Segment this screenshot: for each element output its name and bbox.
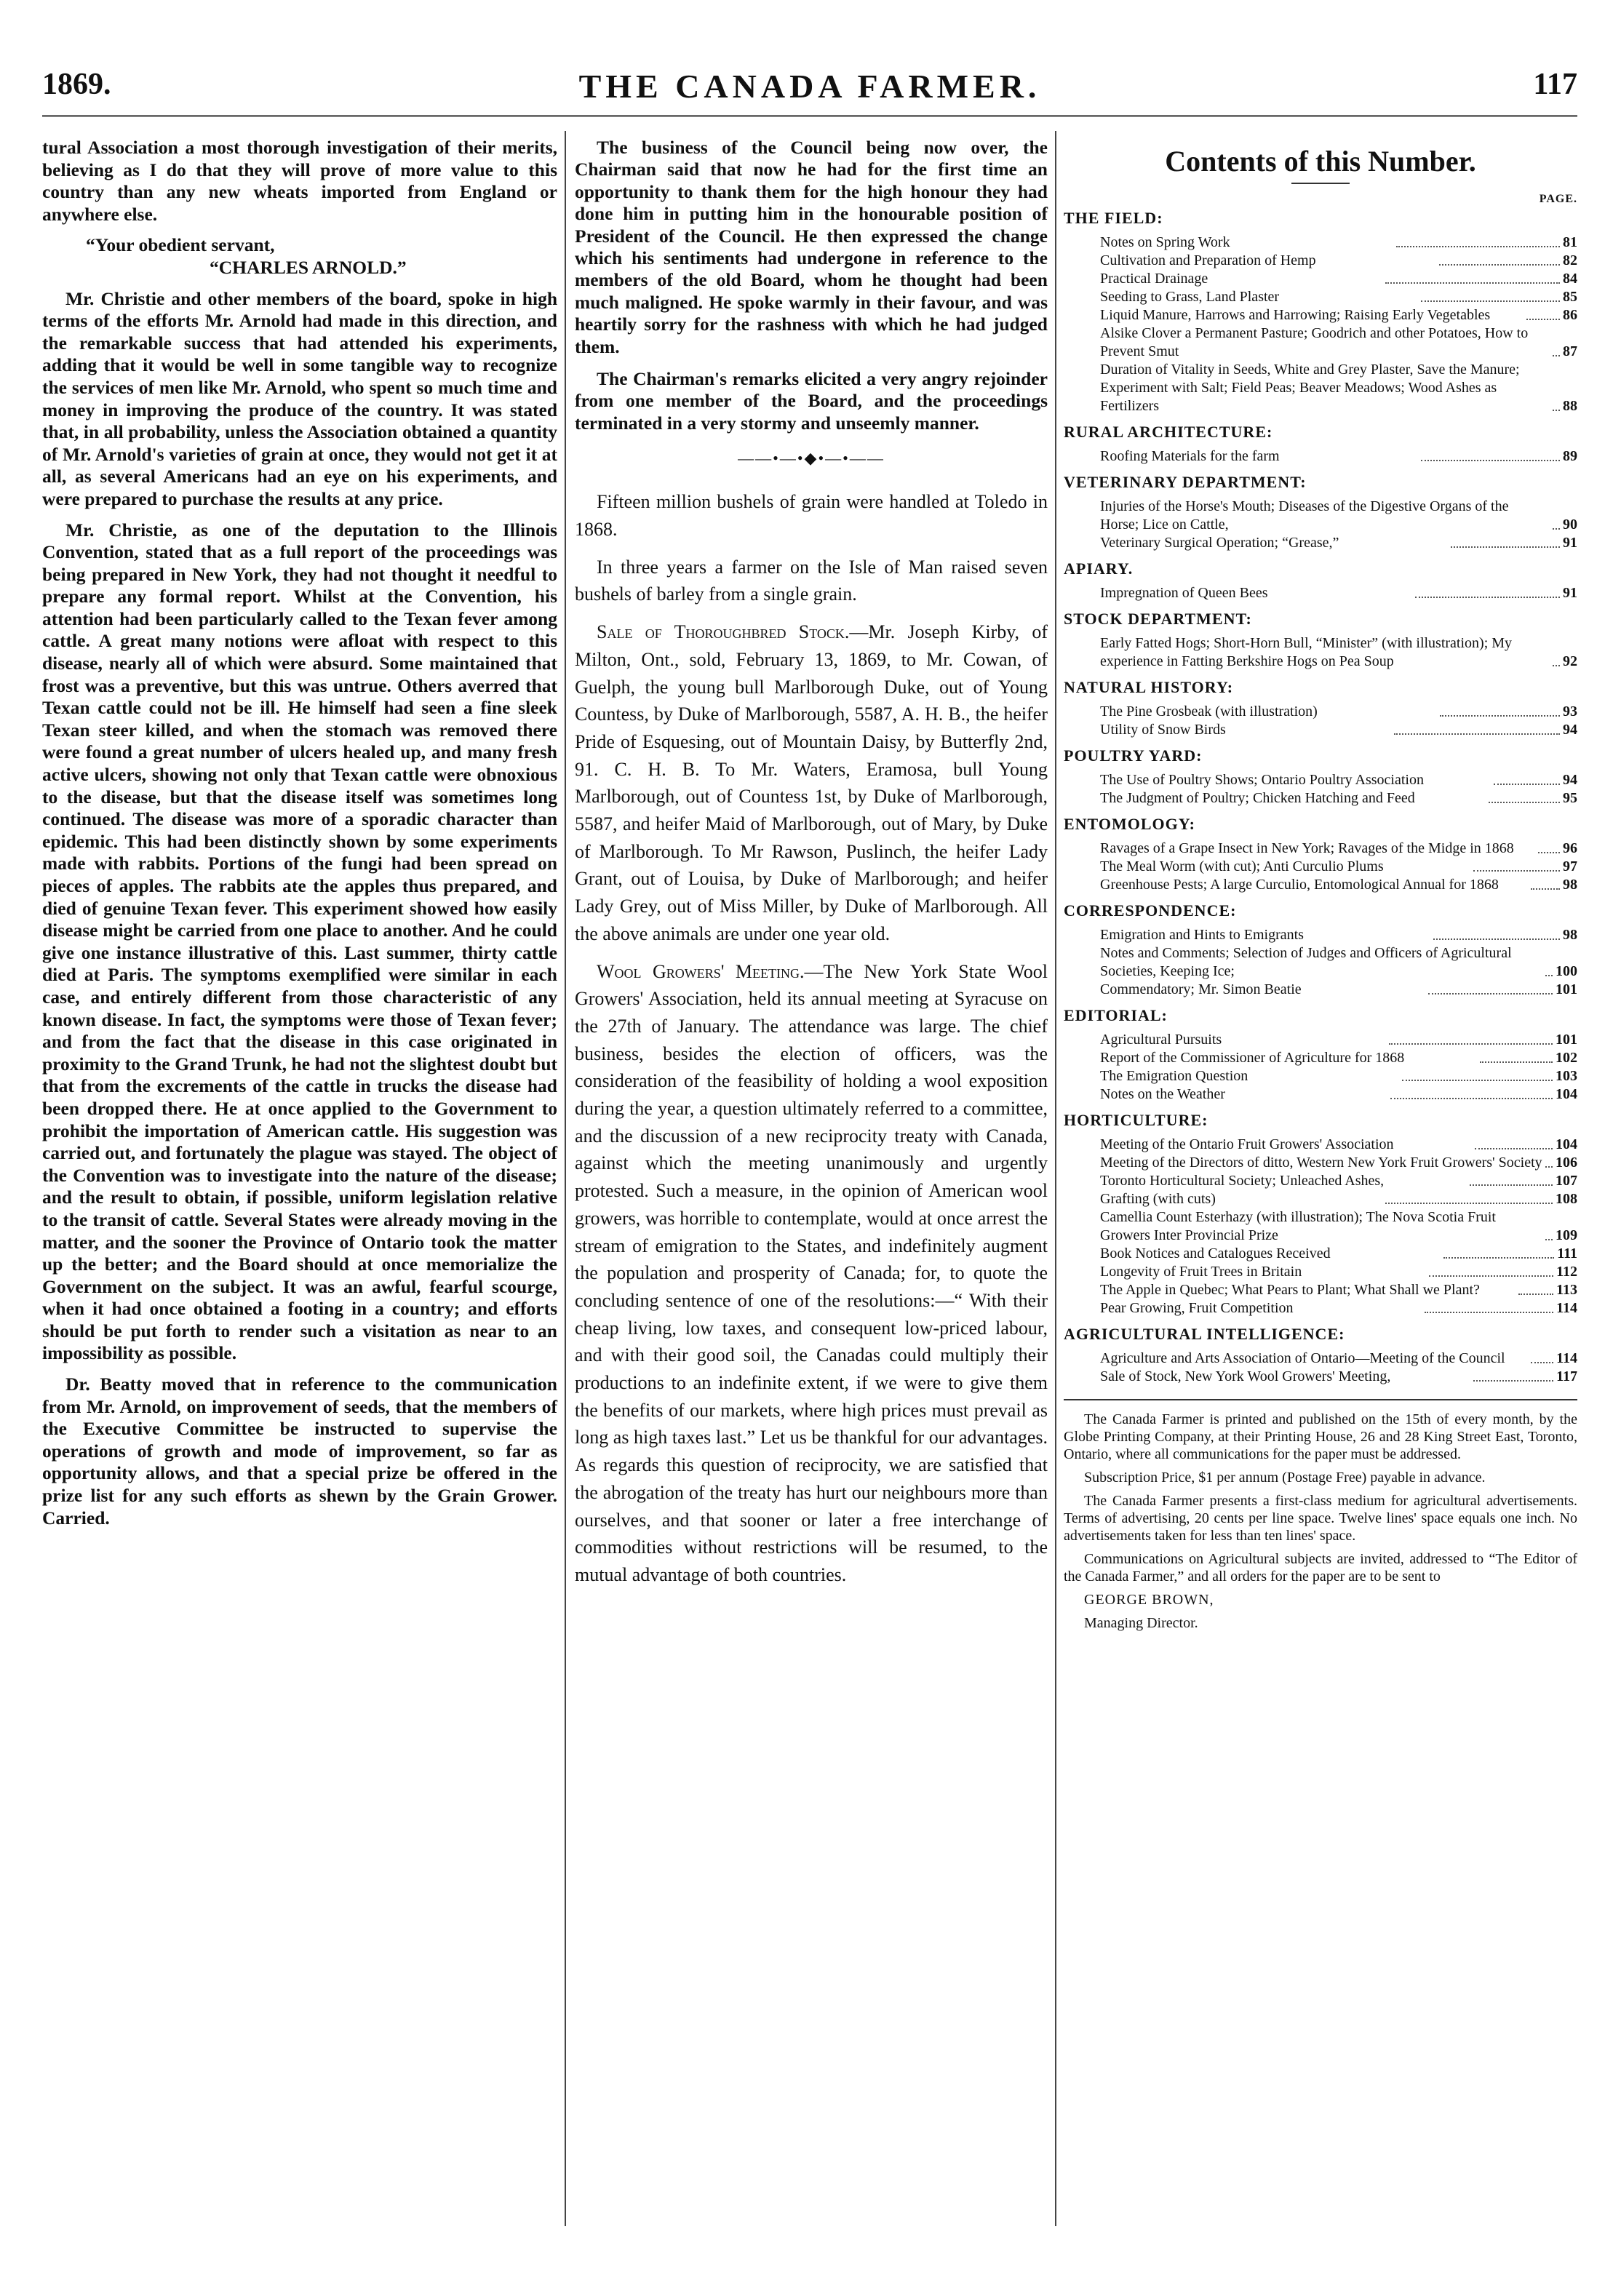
contents-section (1064, 1111, 1577, 1318)
dot-leader (1480, 1061, 1553, 1063)
entry-text: Seeding to Grass, Land Plaster (1100, 289, 1280, 305)
dot-leader (1421, 300, 1560, 302)
notice-paragraph: Communications on Agricultural subjects are invited, addressed to “The Editor of the Canada Farmer,” and all orders for the paper are to be sent to (1064, 1551, 1577, 1585)
contents-entry (1064, 1281, 1577, 1299)
contents-entry (1064, 324, 1577, 361)
entry-text: The Meal Worm (with cut); Anti Curculio Plums (1100, 858, 1384, 874)
dot-leader (1428, 993, 1553, 994)
publisher-notice (1064, 1411, 1577, 1632)
newspaper-title: THE CANADA FARMER. (578, 68, 1041, 105)
dot-leader (1390, 1098, 1553, 1099)
entry-text: Book Notices and Catalogues Received (1100, 1245, 1331, 1261)
entry-page: 97 (1563, 858, 1577, 874)
entry-text: Veterinary Surgical Operation; “Grease,” (1100, 535, 1339, 551)
entry-text: Camellia Count Esterhazy (with illustration); The Nova Scotia Fruit Growers Inter Provincial Prize (1100, 1209, 1496, 1243)
contents-entry (1064, 1172, 1577, 1190)
contents-entry (1064, 721, 1577, 739)
entry-text: Ravages of a Grape Insect in New York; Ravages of the Midge in 1868 (1100, 840, 1514, 856)
masthead (42, 67, 1577, 111)
entry-text: Meeting of the Directors of ditto, Western New York Fruit Growers' Society (1100, 1155, 1542, 1171)
dot-leader (1433, 938, 1560, 940)
contents-entry (1064, 926, 1577, 944)
entry-page: 113 (1556, 1282, 1577, 1298)
section-title: AGRICULTURAL INTELLIGENCE: (1064, 1325, 1345, 1343)
entry-page: 114 (1556, 1300, 1578, 1316)
entry-text: Liquid Manure, Harrows and Harrowing; Raising Early Vegetables (1100, 307, 1491, 323)
notice-paragraph: Subscription Price, $1 per annum (Postage Free) payable in advance. (1084, 1470, 1486, 1486)
contents-entry (1064, 1067, 1577, 1085)
entry-text: Impregnation of Queen Bees (1100, 585, 1268, 601)
contents-section (1064, 1325, 1577, 1386)
entry-page: 93 (1563, 703, 1578, 720)
item-text: —Mr. Joseph Kirby, of Milton, Ont., sold, February 13, 1869, to Mr. Cowan, of Guelph, the young bull Marlborough Duke, out of Young Countess, by Duke of Marlborough, 5587, A. H. B., the heifer Pride of Esquesing, out of Mountain Daisy, by Butterfly 2nd, 91. C. H. B. To Mr. Waters, Eramosa, bull Young Marlborough, out of Countess 1st, by Duke of Marlborough, 5587, and heifer Maid of Marlborough, out of Mary, by Duke of Marlborough. To Mr Rawson, Puslinch, the heifer Lady Grant, out of Louisa, by Duke of Marlborough; and heifer Lady Grey, out of Miss Miller, by Duke of Marlborough. All the above animals are under one year old. (575, 621, 1048, 944)
entry-text: The Use of Poultry Shows; Ontario Poultry Association (1100, 772, 1424, 788)
contents-entry (1064, 1368, 1577, 1386)
section-title: THE FIELD: (1064, 209, 1163, 227)
entry-page: 96 (1563, 840, 1578, 856)
entry-page: 86 (1563, 307, 1578, 323)
contents-entry (1064, 1263, 1577, 1281)
contents-entry (1064, 1136, 1577, 1154)
entry-text: Sale of Stock, New York Wool Growers' Meeting, (1100, 1368, 1391, 1384)
entry-page: 114 (1556, 1350, 1577, 1366)
contents-section (1064, 678, 1577, 739)
page-column-label: PAGE. (1539, 193, 1577, 205)
contents-entry (1064, 771, 1577, 789)
entry-text: Pear Growing, Fruit Competition (1100, 1300, 1294, 1316)
entry-page: 103 (1556, 1068, 1578, 1084)
dot-leader (1415, 597, 1560, 598)
news-item: Fifteen million bushels of grain were handled at Toledo in 1868. (575, 491, 1048, 540)
dot-leader (1439, 264, 1560, 266)
contents-entry (1064, 584, 1577, 602)
item-title: Wool Growers' Meeting. (597, 960, 805, 982)
entry-text: Toronto Horticultural Society; Unleached Ashes, (1100, 1173, 1385, 1189)
entry-text: Report of the Commissioner of Agriculture for 1868 (1100, 1050, 1405, 1066)
contents-section (1064, 901, 1577, 999)
entry-page: 98 (1563, 877, 1578, 893)
dot-leader (1531, 888, 1560, 890)
contents-heading: Contents of this Number. (1165, 145, 1476, 178)
dot-leader (1473, 1380, 1553, 1382)
dot-leader (1451, 546, 1560, 548)
entry-page: 101 (1556, 981, 1578, 997)
dot-leader (1389, 1043, 1553, 1045)
contents-entry (1064, 1085, 1577, 1104)
article-paragraph: tural Association a most thorough investigation of their merits, believing as I do that they will prove of more value to this country than any new wheats imported from England or anywhere else. (42, 137, 557, 225)
dot-leader (1553, 528, 1560, 530)
notice-paragraph: The Canada Farmer presents a first-class medium for agricultural advertisements. Terms of advertising, 20 cents per line space. Twelve lines' space equals one inch. No advertisements taken for less than ten lines' space. (1064, 1493, 1577, 1544)
contents-entry (1064, 981, 1577, 999)
contents-entry (1064, 306, 1577, 324)
section-title: NATURAL HISTORY: (1064, 678, 1234, 696)
masthead-rule (42, 115, 1577, 117)
entry-text: Grafting (with cuts) (1100, 1191, 1216, 1207)
dot-leader (1545, 1239, 1553, 1240)
entry-text: Meeting of the Ontario Fruit Growers' Association (1100, 1136, 1394, 1152)
contents-entry (1064, 876, 1577, 894)
contents-entry (1064, 858, 1577, 876)
dot-leader (1394, 733, 1560, 735)
entry-page: 102 (1556, 1050, 1578, 1066)
contents-entry (1064, 703, 1577, 721)
column-2 (575, 137, 1048, 1599)
entry-text: Emigration and Hints to Emigrants (1100, 927, 1304, 943)
entry-text: Cultivation and Preparation of Hemp (1100, 252, 1316, 268)
entry-page: 89 (1563, 448, 1577, 464)
letter-signature: “CHARLES ARNOLD.” (210, 256, 407, 278)
entry-page: 91 (1563, 585, 1578, 601)
entry-page: 94 (1563, 722, 1578, 738)
notice-paragraph: The Canada Farmer is printed and published on the 15th of every month, by the Globe Printing Company, at their Printing House, 26 and 28 King Street East, Toronto, Ontario, where all communications for the paper must be addressed. (1064, 1411, 1577, 1462)
contents-entry (1064, 1031, 1577, 1049)
director-title: Managing Director. (1084, 1615, 1198, 1631)
contents-entry (1064, 1350, 1577, 1368)
dot-leader (1531, 1362, 1553, 1363)
dot-leader (1489, 802, 1560, 803)
wool-growers-item (575, 958, 1048, 1589)
section-title: EDITORIAL: (1064, 1006, 1168, 1024)
entry-page: 104 (1556, 1136, 1578, 1152)
entry-page: 107 (1556, 1173, 1577, 1189)
director-name: GEORGE BROWN, (1084, 1592, 1214, 1608)
entry-text: Duration of Vitality in Seeds, White and Grey Plaster, Save the Manure; Experiment with Salt; Field Peas; Beaver Meadows; Wood Ashes as Fertilizers (1100, 362, 1520, 414)
contents-entry (1064, 789, 1577, 808)
dot-leader (1538, 852, 1560, 853)
section-title: CORRESPONDENCE: (1064, 901, 1237, 920)
entry-text: Injuries of the Horse's Mouth; Diseases of the Digestive Organs of the Horse; Lice on Cattle, (1100, 498, 1509, 533)
entry-text: The Judgment of Poultry; Chicken Hatching and Feed (1100, 790, 1415, 806)
dot-leader (1553, 665, 1560, 666)
item-text: —The New York State Wool Growers' Association, held its annual meeting at Syracuse on the 27th of January. The attendance was large. The chief business, besides the election of officers, was the consideration of the feasibility of holding a wool exposition during the year, a question ultimately referred to a committee, and the discussion of a new reciprocity treaty with Canada, against which the meeting unanimously and urgently protested. Such a measure, in the opinion of American wool growers, was horrible to contemplate, would at once arrest the stream of emigration to the States, and indefinitely augment the population and prosperity of Canada; for, to quote the concluding sentence of one of the resolutions:—“ With their cheap living, low taxes, and consequent low-priced labour, and with their good soil, the Canadas could multiply their productions to an indefinite extent, if we were to give them the benefits of our markets, where high prices must prevail as long as high taxes last.” Let us be thankful for our advantages. As regards this question of reciprocity, we are satisfied that the abrogation of the treaty has hurt our neighbours more than ourselves, and that sooner or later a free interchange of commodities without restrictions will be resumed, to the mutual advantage of both countries. (575, 960, 1048, 1585)
contents-entry (1064, 634, 1577, 671)
entry-page: 84 (1563, 271, 1578, 287)
contents-section (1064, 559, 1577, 602)
dot-leader (1421, 460, 1560, 461)
entry-page: 92 (1563, 653, 1577, 669)
article-paragraph: The business of the Council being now over, the Chairman said that now he had for the first time an opportunity to thank them for the high honour they had done him in putting him in the honourable position of President of the Council. He then expressed the change which his sentiments had undergone in reference to the members of the old Board, whom he thought had been much maligned. He spoke warmly in their favour, and was heartily sorry for the rashness with which he had judged them. (575, 137, 1048, 357)
entry-text: Agriculture and Arts Association of Ontario—Meeting of the Council (1100, 1350, 1505, 1366)
entry-text: Notes and Comments; Selection of Judges and Officers of Agricultural Societies, Keeping Ice; (1100, 945, 1512, 979)
section-title: STOCK DEPARTMENT: (1064, 610, 1252, 628)
entry-page: 112 (1556, 1264, 1577, 1280)
article-paragraph: Dr. Beatty moved that in reference to the communication from Mr. Arnold, on improvement of seeds, that the members of the Executive Committee be instructed to supervise the operations of growth and mode of improvement, so far as opportunity allows, and that a special prize be offered in the prize list for any such efforts as shewn by the Grain Grower. Carried. (42, 1374, 557, 1528)
entry-text: Agricultural Pursuits (1100, 1032, 1222, 1048)
section-title: ENTOMOLOGY: (1064, 815, 1195, 833)
contents-entry (1064, 1154, 1577, 1172)
entry-page: 98 (1563, 927, 1577, 943)
dot-leader (1553, 410, 1560, 411)
contents-section (1064, 209, 1577, 415)
column-divider-2 (1055, 131, 1056, 2226)
dot-leader (1402, 1080, 1553, 1081)
contents-entry (1064, 234, 1577, 252)
article-paragraph: The Chairman's remarks elicited a very angry rejoinder from one member of the Board, and the proceedings terminated in a very stormy and unseemly manner. (575, 368, 1048, 434)
entry-page: 90 (1563, 517, 1577, 533)
contents-entry (1064, 1049, 1577, 1067)
entry-page: 95 (1563, 790, 1578, 806)
contents-entry (1064, 1299, 1577, 1318)
section-title: POULTRY YARD: (1064, 746, 1203, 765)
contents-entry (1064, 1190, 1577, 1208)
column-1 (42, 137, 557, 1538)
entry-page: 108 (1556, 1191, 1578, 1207)
dot-leader (1429, 1275, 1553, 1277)
entry-text: Commendatory; Mr. Simon Beatie (1100, 981, 1302, 997)
section-title: HORTICULTURE: (1064, 1111, 1208, 1129)
entry-text: The Emigration Question (1100, 1068, 1248, 1084)
dot-leader (1425, 1312, 1553, 1313)
entry-page: 81 (1563, 234, 1578, 250)
sale-of-stock-item (575, 618, 1048, 947)
entry-page: 85 (1563, 289, 1578, 305)
column-3 (1064, 137, 1577, 1638)
contents-entry (1064, 270, 1577, 288)
entry-page: 91 (1563, 535, 1578, 551)
dot-leader (1518, 1294, 1554, 1295)
heading-rule (1291, 183, 1350, 184)
dot-leader (1470, 1184, 1553, 1186)
entry-text: Early Fatted Hogs; Short-Horn Bull, “Minister” (with illustration); My experience in Fatting Berkshire Hogs on Pea Soup (1100, 635, 1513, 669)
entry-text: The Apple in Quebec; What Pears to Plant; What Shall we Plant? (1100, 1282, 1480, 1298)
entry-page: 82 (1563, 252, 1578, 268)
entry-text: The Pine Grosbeak (with illustration) (1100, 703, 1318, 720)
entry-page: 88 (1563, 398, 1577, 414)
contents-entry (1064, 361, 1577, 415)
entry-text: Longevity of Fruit Trees in Britain (1100, 1264, 1302, 1280)
entry-page: 100 (1556, 963, 1577, 979)
dot-leader (1440, 715, 1560, 717)
dot-leader (1443, 1257, 1554, 1259)
article-paragraph: Mr. Christie and other members of the board, spoke in high terms of the efforts Mr. Arnold had made in this direction, and the remarkable success that had attended his experiments, adding that it would be well in some tangible way to recognize the services of men like Mr. Arnold, who spent so much time and money in improving the produce of the country. It was stated that, in all probability, unless the Association obtained a quantity of Mr. Arnold's varieties of grain at once, they would not get it at all, as several Americans had an eye on his experiments, and were prepared to purchase the results at any price. (42, 287, 557, 509)
contents-section (1064, 815, 1577, 894)
entry-page: 109 (1556, 1227, 1577, 1243)
contents-entry (1064, 498, 1577, 534)
entry-page: 87 (1563, 343, 1577, 359)
entry-text: Alsike Clover a Permanent Pasture; Goodrich and other Potatoes, How to Prevent Smut (1100, 325, 1529, 359)
contents-entry (1064, 840, 1577, 858)
contents-entry (1064, 447, 1577, 466)
dot-leader (1385, 282, 1560, 284)
letter-signoff: “Your obedient servant, (86, 234, 275, 256)
column-divider-1 (565, 131, 566, 2226)
item-title: Sale of Thoroughbred Stock. (597, 621, 850, 643)
dot-leader (1545, 1166, 1553, 1168)
contents-section (1064, 1006, 1577, 1104)
contents-entry (1064, 1208, 1577, 1245)
contents-entry (1064, 288, 1577, 306)
table-of-contents (1064, 209, 1577, 1386)
dot-leader (1494, 784, 1561, 785)
dot-leader (1396, 246, 1560, 247)
entry-page: 106 (1556, 1155, 1577, 1171)
entry-page: 104 (1556, 1086, 1578, 1102)
entry-text: Practical Drainage (1100, 271, 1208, 287)
entry-text: Notes on the Weather (1100, 1086, 1225, 1102)
contents-section (1064, 746, 1577, 808)
entry-page: 101 (1556, 1032, 1577, 1048)
entry-page: 111 (1557, 1245, 1578, 1261)
article-paragraph: Mr. Christie, as one of the deputation to the Illinois Convention, stated that as a full report of the proceedings was being prepared in New York, they had not thought it needful to prepare any formal report. Whilst at the Convention, his attention had been particularly called to the Texan fever among cattle. A great many notions were afloat with respect to this disease, nearly all of which were absurd. Some maintained that frost was a preventive, but this was untrue. Others averred that Texan cattle could not be ill. He himself had seen a fine sleek Texan steer killed, and when the stomach was removed there were found a great number of ulcers healed up, and many fresh active ulcers, showing not only that Texan cattle were obnoxious to the disease, but that the disease itself was sometimes long continued. The disease was more of a sporadic character than epidemic. This had been distinctly shown by some experiments made with rabbits. Portions of the fungi had been spread on pieces of apples. The rabbits ate the apples thus prepared, and died of genuine Texan fever. This experiment showed how easily disease might be carried from one place to another. And he could give one instance illustrative of this. Last summer, thirty cattle died at Paris. The symptoms exemplified were similar in each case, and entirely different from those characteristic of any known disease. In fact, the symptoms were those of Texan fever; and from the fact that the disease in this case originated in proximity to the Grand Trunk, he had not the slightest doubt but that from the excrements of the cattle in trucks the disease had been dropped there. He at once applied to the Government to prohibit the importation of American cattle. His suggestion was carried out, and fortunately the plague was stayed. The object of the Convention was to investigate into the nature of the disease; and the result to obtain, if possible, uniform legislation relative to the transit of cattle. Several States were already moving in the matter, and the sooner the Province of Ontario took the matter up the better; and the Board should at once memorialize the Government on the subject. It was an awful, fearful scourge, when it had once obtained a footing in a country; and efforts should be put forth to render such a visitation as near to an impossibility as possible. (42, 519, 557, 1364)
entry-text: Greenhouse Pests; A large Curculio, Entomological Annual for 1868 (1100, 877, 1499, 893)
section-title: APIARY. (1064, 559, 1134, 578)
dot-leader (1526, 319, 1560, 320)
section-title: RURAL ARCHITECTURE: (1064, 423, 1273, 441)
entry-page: 94 (1563, 772, 1578, 788)
contents-section (1064, 473, 1577, 552)
entry-page: 117 (1556, 1368, 1577, 1384)
entry-text: Notes on Spring Work (1100, 234, 1230, 250)
entry-text: Utility of Snow Birds (1100, 722, 1226, 738)
contents-section (1064, 610, 1577, 671)
dot-leader (1473, 870, 1560, 872)
contents-entry (1064, 534, 1577, 552)
entry-text: Roofing Materials for the farm (1100, 448, 1280, 464)
contents-entry (1064, 944, 1577, 981)
section-title: VETERINARY DEPARTMENT: (1064, 473, 1307, 491)
news-item: In three years a farmer on the Isle of Man raised seven bushels of barley from a single grain. (575, 556, 1048, 605)
ornamental-divider: ——•—•◆•—•—— (738, 449, 885, 468)
contents-section (1064, 423, 1577, 466)
dot-leader (1475, 1148, 1553, 1149)
page-number: 117 (1533, 68, 1577, 101)
section-rule (1064, 1399, 1577, 1400)
issue-year: 1869. (42, 68, 111, 101)
dot-leader (1553, 355, 1560, 356)
dot-leader (1385, 1203, 1553, 1204)
dot-leader (1545, 975, 1553, 976)
contents-entry (1064, 252, 1577, 270)
contents-entry (1064, 1245, 1577, 1263)
